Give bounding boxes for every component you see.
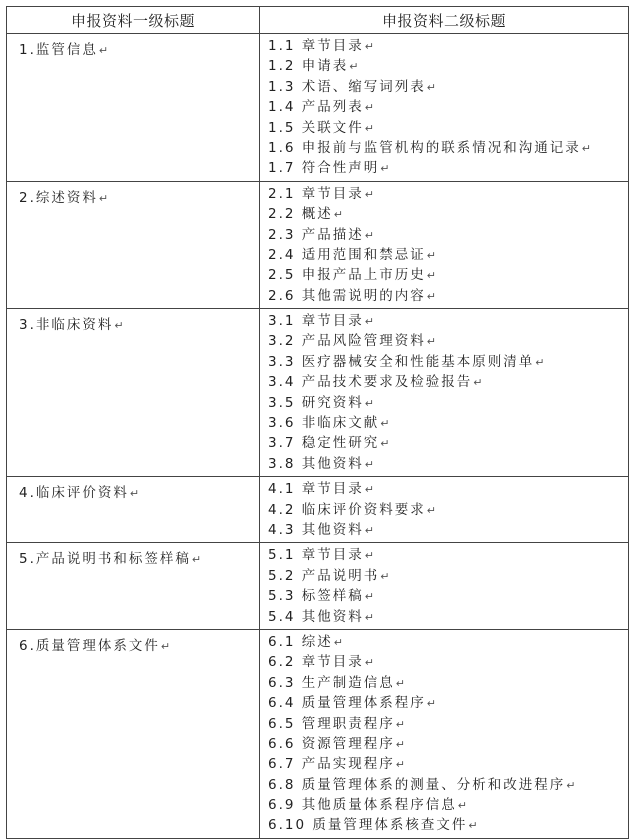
paragraph-mark-icon: ↵ (364, 483, 374, 497)
level2-item (268, 433, 628, 453)
level2-item (268, 754, 628, 774)
table-body (7, 34, 629, 839)
level2-item (268, 118, 628, 138)
paragraph-mark-icon: ↵ (364, 187, 374, 201)
level2-item-label: 3.7 稳定性研究 (268, 435, 380, 452)
table-row (7, 34, 629, 182)
paragraph-mark-icon: ↵ (364, 590, 374, 604)
level1-title: 4.临床评价资料 (19, 485, 129, 502)
level2-item-label: 2.2 概述 (268, 206, 333, 223)
level2-item (268, 520, 628, 540)
level1-title: 5.产品说明书和标签样稿 (19, 551, 191, 568)
level2-item (268, 632, 628, 652)
paragraph-mark-icon: ↵ (349, 60, 359, 74)
level2-item-label: 2.6 其他需说明的内容 (268, 287, 426, 304)
level2-item (268, 372, 628, 392)
level2-item (268, 265, 628, 285)
level2-item-label: 5.3 标签样稿 (268, 588, 364, 605)
level2-item-label: 1.2 申请表 (268, 58, 349, 75)
level1-title: 3.非临床资料 (19, 317, 114, 334)
paragraph-mark-icon: ↵ (457, 799, 467, 813)
level2-item-label: 2.4 适用范围和禁忌证 (268, 246, 426, 263)
level2-item (268, 566, 628, 586)
level2-item (268, 815, 628, 835)
level2-list-cell (260, 629, 629, 838)
level2-item (268, 158, 628, 178)
level2-item (268, 331, 628, 351)
level1-title-cell (7, 477, 260, 543)
level2-item (268, 138, 628, 158)
level2-item-label: 6.9 其他质量体系程序信息 (268, 797, 457, 814)
paragraph-mark-icon: ↵ (395, 717, 405, 731)
level2-item (268, 479, 628, 499)
paragraph-mark-icon: ↵ (191, 553, 202, 567)
level2-item (268, 393, 628, 413)
level2-item (268, 652, 628, 672)
level2-item (268, 413, 628, 433)
level2-item (268, 184, 628, 204)
paragraph-mark-icon: ↵ (98, 44, 109, 57)
submission-materials-table (6, 6, 629, 839)
level2-item-label: 5.4 其他资料 (268, 608, 364, 625)
level2-list-cell (260, 181, 629, 308)
level2-item-label: 5.1 章节目录 (268, 547, 364, 564)
level2-list-cell (260, 309, 629, 477)
level2-item-label: 1.3 术语、缩写词列表 (268, 78, 426, 95)
table-row (7, 543, 629, 630)
paragraph-mark-icon: ↵ (364, 315, 374, 329)
paragraph-mark-icon: ↵ (380, 437, 390, 451)
level2-item-label: 6.5 管理职责程序 (268, 715, 395, 732)
level2-item (268, 56, 628, 76)
paragraph-mark-icon: ↵ (364, 549, 374, 563)
paragraph-mark-icon: ↵ (364, 40, 374, 53)
level2-list-cell (260, 34, 629, 182)
level2-item-label: 3.3 医疗器械安全和性能基本原则清单 (268, 353, 535, 370)
level2-item (268, 97, 628, 117)
level2-item (268, 673, 628, 693)
level1-title: 1.监管信息 (19, 42, 98, 58)
level2-item-label: 1.1 章节目录 (268, 38, 364, 54)
level2-item (268, 734, 628, 754)
paragraph-mark-icon: ↵ (364, 101, 374, 115)
level1-title-cell (7, 34, 260, 182)
level2-item-label: 6.10 质量管理体系核查文件 (268, 817, 468, 834)
level1-title-cell (7, 543, 260, 630)
level2-item-label: 6.8 质量管理体系的测量、分析和改进程序 (268, 776, 566, 793)
level1-title-cell (7, 629, 260, 838)
level2-item-label: 4.1 章节目录 (268, 481, 364, 498)
level2-item-label: 2.5 申报产品上市历史 (268, 267, 426, 284)
level2-item-label: 4.2 临床评价资料要求 (268, 501, 426, 518)
paragraph-mark-icon: ↵ (364, 457, 374, 471)
level2-item-label: 6.6 资源管理程序 (268, 735, 395, 752)
level2-item (268, 204, 628, 224)
level2-item (268, 586, 628, 606)
paragraph-mark-icon: ↵ (160, 639, 171, 653)
paragraph-mark-icon: ↵ (380, 569, 390, 583)
level2-item-label: 2.3 产品描述 (268, 226, 364, 243)
paragraph-mark-icon: ↵ (380, 162, 390, 176)
level2-item-label: 6.1 综述 (268, 633, 333, 650)
level2-item-label: 2.1 章节目录 (268, 185, 364, 202)
level2-item-label: 3.8 其他资料 (268, 455, 364, 472)
level1-title-cell (7, 309, 260, 477)
level2-item-label: 6.7 产品实现程序 (268, 756, 395, 773)
level2-item (268, 286, 628, 306)
level2-item (268, 545, 628, 565)
level2-item (268, 795, 628, 815)
level2-item (268, 36, 628, 56)
level2-item-label: 5.2 产品说明书 (268, 567, 380, 584)
level2-item-label: 1.6 申报前与监管机构的联系情况和沟通记录 (268, 139, 581, 156)
table-row (7, 629, 629, 838)
level2-item (268, 693, 628, 713)
paragraph-mark-icon: ↵ (426, 289, 436, 303)
paragraph-mark-icon: ↵ (426, 269, 436, 283)
level2-item-label: 4.3 其他资料 (268, 521, 364, 538)
paragraph-mark-icon: ↵ (426, 697, 436, 711)
level2-item (268, 607, 628, 627)
paragraph-mark-icon: ↵ (380, 417, 390, 431)
paragraph-mark-icon: ↵ (468, 819, 478, 833)
paragraph-mark-icon: ↵ (98, 191, 109, 205)
header-row (7, 7, 629, 34)
level2-item (268, 311, 628, 331)
level2-item (268, 454, 628, 474)
level2-item-label: 3.2 产品风险管理资料 (268, 333, 426, 350)
header-level2: 申报资料二级标题 (260, 7, 629, 34)
level1-title: 2.综述资料 (19, 189, 98, 206)
header-level1: 申报资料一级标题 (7, 7, 260, 34)
level2-item (268, 245, 628, 265)
level2-item (268, 352, 628, 372)
paragraph-mark-icon: ↵ (364, 228, 374, 242)
level2-item-label: 3.4 产品技术要求及检验报告 (268, 374, 473, 391)
paragraph-mark-icon: ↵ (566, 778, 576, 792)
level2-item-label: 6.3 生产制造信息 (268, 674, 395, 691)
paragraph-mark-icon: ↵ (473, 376, 483, 390)
level1-title-cell (7, 181, 260, 308)
table-row (7, 477, 629, 543)
level2-item (268, 775, 628, 795)
paragraph-mark-icon: ↵ (395, 758, 405, 772)
paragraph-mark-icon: ↵ (364, 396, 374, 410)
level2-item-label: 3.6 非临床文献 (268, 415, 380, 432)
paragraph-mark-icon: ↵ (395, 737, 405, 751)
level2-item-label: 6.2 章节目录 (268, 654, 364, 671)
paragraph-mark-icon: ↵ (364, 610, 374, 624)
paragraph-mark-icon: ↵ (426, 80, 436, 94)
level2-item-label: 3.5 研究资料 (268, 394, 364, 411)
paragraph-mark-icon: ↵ (129, 487, 140, 501)
paragraph-mark-icon: ↵ (333, 635, 343, 649)
paragraph-mark-icon: ↵ (395, 676, 405, 690)
level2-item-label: 6.4 质量管理体系程序 (268, 695, 426, 712)
table-row (7, 181, 629, 308)
level2-item (268, 225, 628, 245)
paragraph-mark-icon: ↵ (426, 503, 436, 517)
level2-item (268, 500, 628, 520)
level2-item (268, 714, 628, 734)
level1-title: 6.质量管理体系文件 (19, 637, 160, 654)
level2-item (268, 77, 628, 97)
paragraph-mark-icon: ↵ (364, 523, 374, 537)
paragraph-mark-icon: ↵ (581, 141, 591, 155)
paragraph-mark-icon: ↵ (364, 121, 374, 135)
paragraph-mark-icon: ↵ (114, 319, 124, 333)
paragraph-mark-icon: ↵ (364, 656, 374, 670)
level2-item-label: 1.5 关联文件 (268, 119, 364, 136)
level2-item-label: 1.4 产品列表 (268, 99, 364, 116)
level2-item-label: 1.7 符合性声明 (268, 160, 380, 177)
paragraph-mark-icon: ↵ (333, 208, 343, 222)
level2-item-label: 3.1 章节目录 (268, 313, 364, 330)
table-row (7, 309, 629, 477)
level2-list-cell (260, 477, 629, 543)
paragraph-mark-icon: ↵ (426, 248, 436, 262)
paragraph-mark-icon: ↵ (426, 335, 436, 349)
level2-list-cell (260, 543, 629, 630)
paragraph-mark-icon: ↵ (535, 355, 545, 369)
